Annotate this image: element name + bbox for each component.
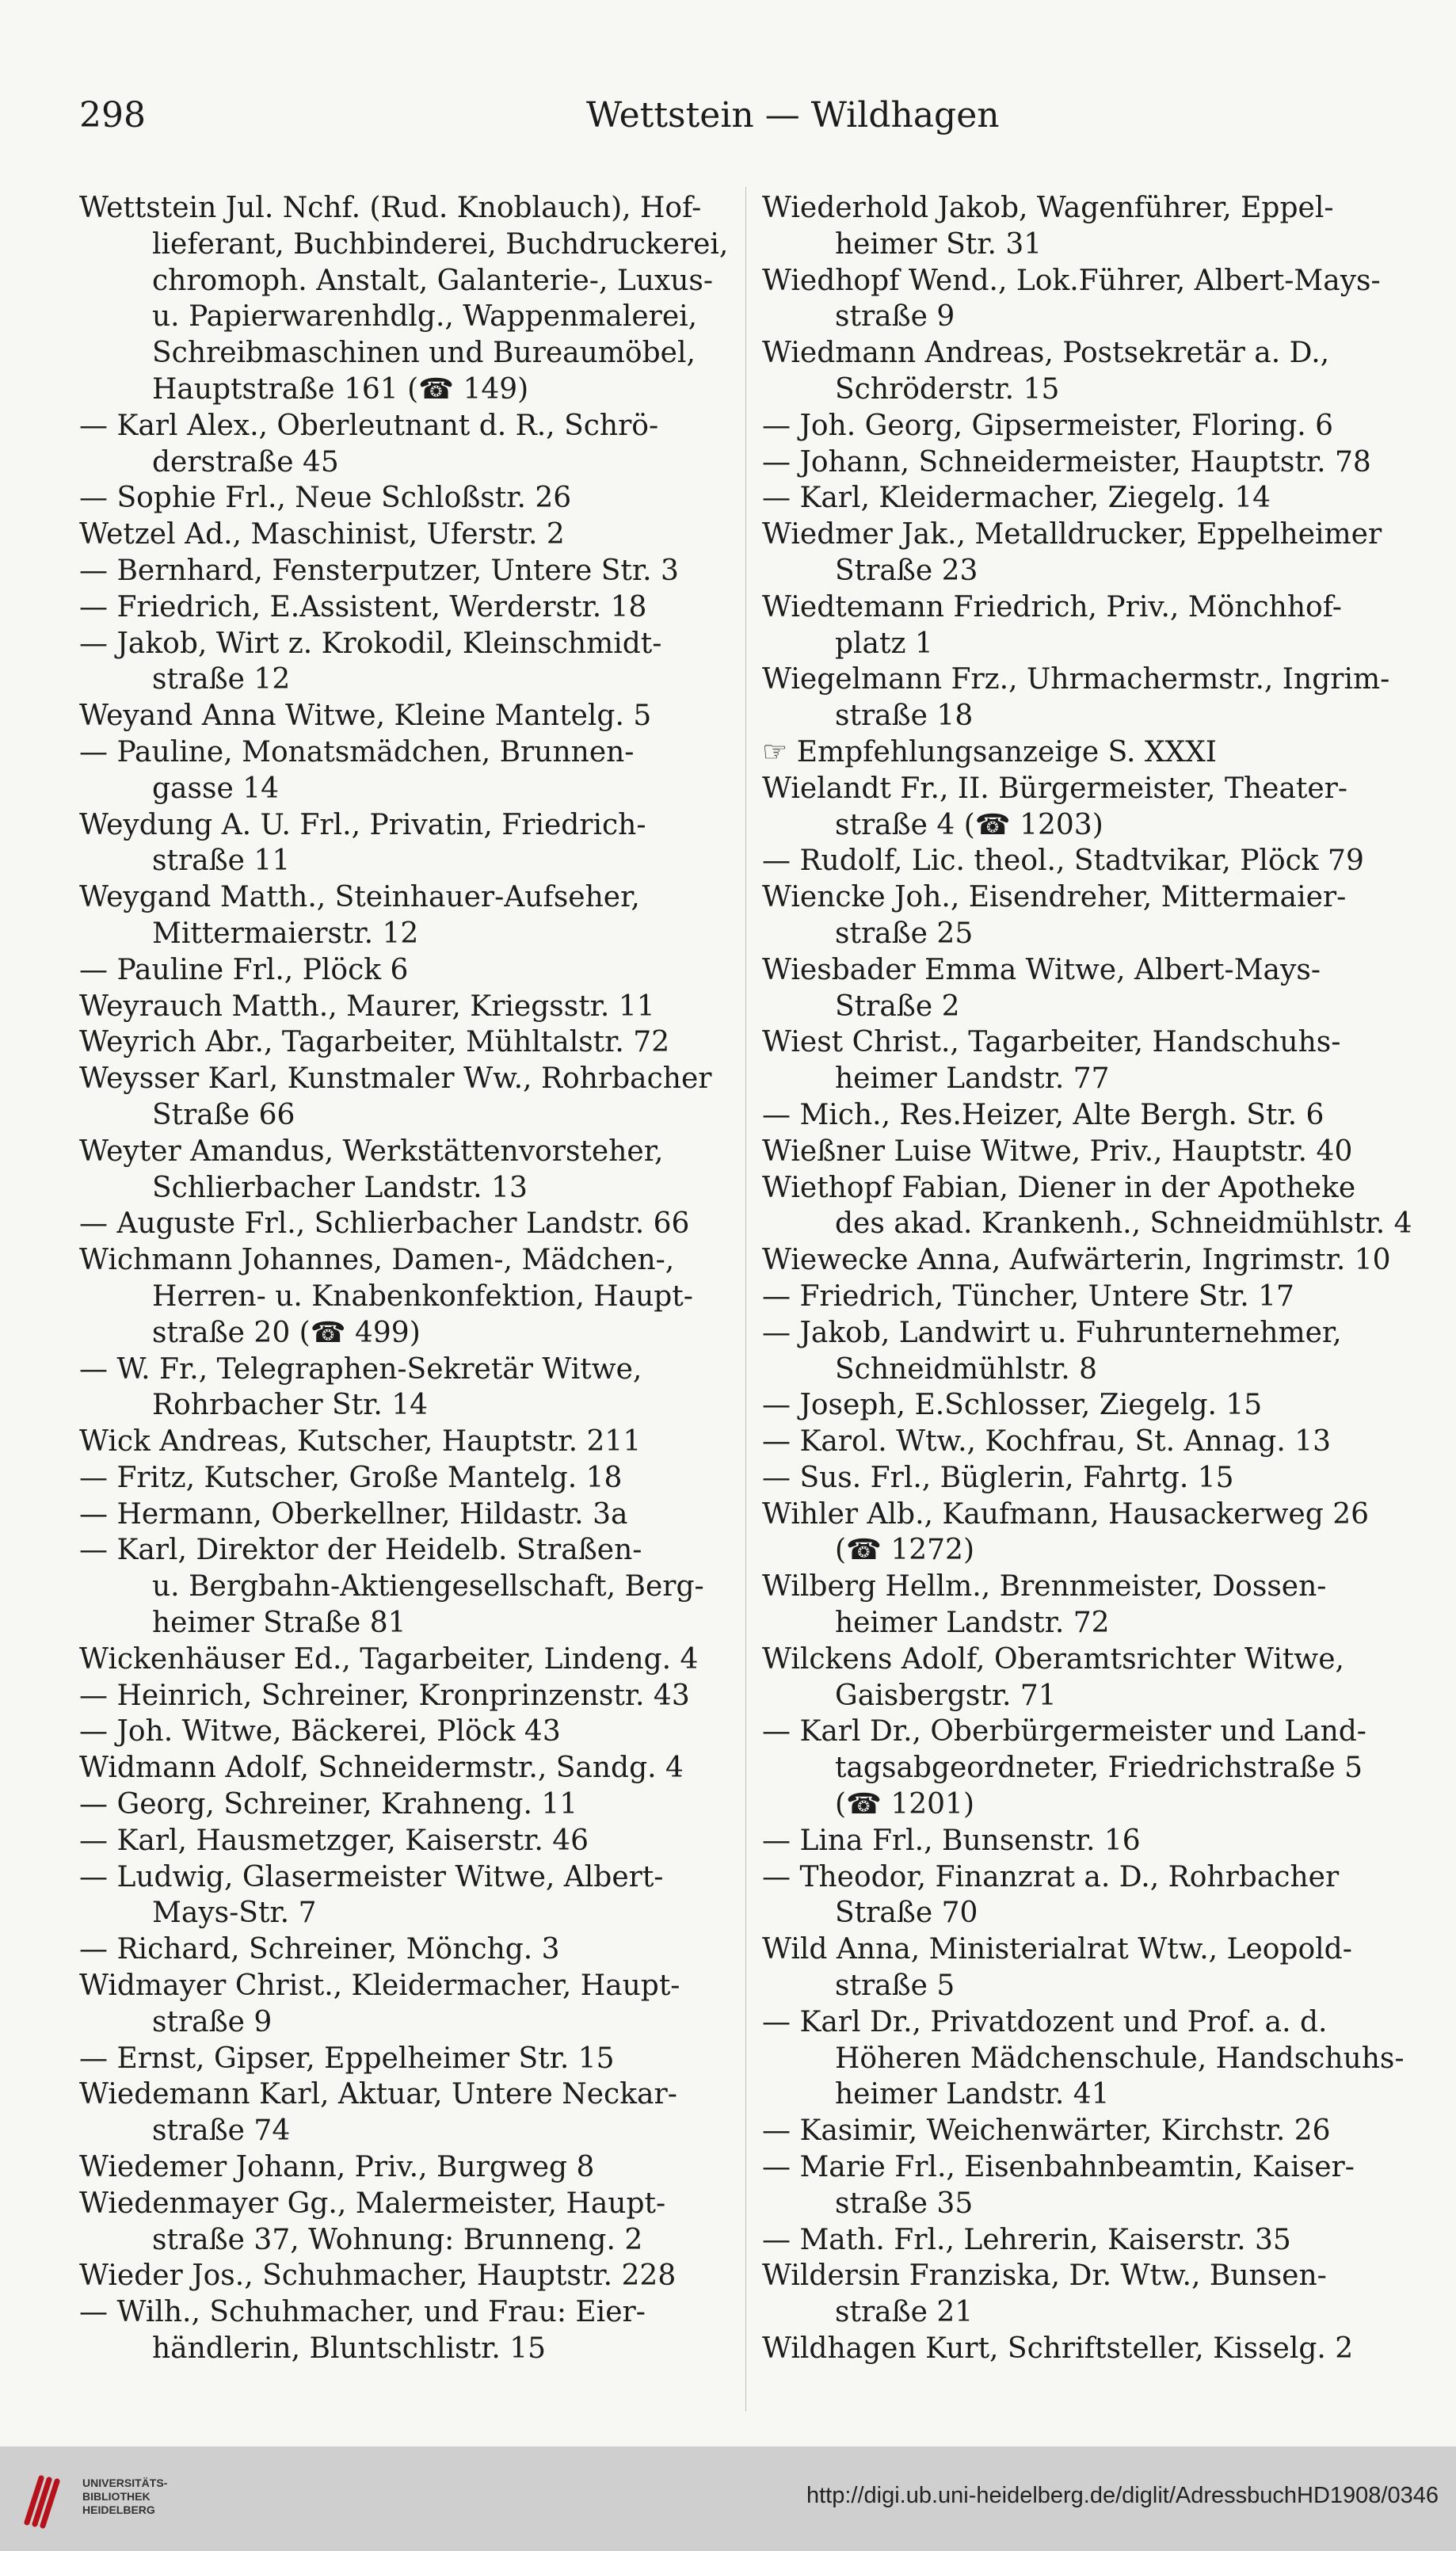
directory-entry [762, 480, 1420, 517]
entry-continuation-line: tagsabgeordneter, Friedrichstraße 5 [835, 1752, 1363, 1785]
directory-entry [79, 1714, 737, 1750]
entry-line: — Ludwig, Glasermeister Witwe, Albert- [79, 1860, 664, 1893]
directory-entry [762, 1170, 1420, 1243]
entry-line: Wiedhopf Wend., Lok.Führer, Albert-Mays- [762, 264, 1381, 297]
library-name [82, 2477, 167, 2517]
directory-entry [762, 335, 1420, 408]
directory-entry [79, 517, 737, 553]
entry-line: Wieder Jos., Schuhmacher, Hauptstr. 228 [79, 2259, 677, 2293]
entry-continuation-line: Höheren Mädchenschule, Handschuhs- [835, 2042, 1405, 2075]
entry-line: Wiedenmayer Gg., Malermeister, Haupt- [79, 2187, 666, 2220]
entry-line: — Wilh., Schuhmacher, und Frau: Eier- [79, 2296, 646, 2329]
directory-column-right [762, 190, 1420, 2367]
entry-line: — Jakob, Wirt z. Krokodil, Kleinschmidt- [79, 627, 662, 660]
entry-continuation-line: Hauptstraße 161 (☎ 149) [152, 372, 529, 406]
library-name-line: BIBLIOTHEK [82, 2490, 151, 2503]
entry-line: Wetzel Ad., Maschinist, Uferstr. 2 [79, 518, 565, 551]
directory-entry [79, 1532, 737, 1641]
entry-line: Wick Andreas, Kutscher, Hauptstr. 211 [79, 1425, 642, 1459]
directory-entry [79, 1352, 737, 1424]
entry-line: Wiest Christ., Tagarbeiter, Handschuhs- [762, 1026, 1341, 1059]
directory-entry [79, 1786, 737, 1823]
entry-line: Widmann Adolf, Schneidermstr., Sandg. 4 [79, 1752, 684, 1785]
directory-entry [762, 1642, 1420, 1714]
entry-line: Wiegelmann Frz., Uhrmachermstr., Ingrim- [762, 663, 1390, 696]
entry-continuation-line: Schröderstr. 15 [835, 372, 1060, 406]
entry-line: Wild Anna, Ministerialrat Wtw., Leopold- [762, 1933, 1352, 1966]
entry-continuation-line: Schreibmaschinen und Bureaumöbel, [152, 337, 696, 370]
directory-entry [79, 807, 737, 880]
entry-line: — Heinrich, Schreiner, Kronprinzenstr. 43 [79, 1679, 690, 1712]
directory-entry [762, 1097, 1420, 1134]
entry-line: Wihler Alb., Kaufmann, Hausackerweg 26 [762, 1497, 1370, 1531]
directory-entry [79, 1134, 737, 1207]
entry-line: — Georg, Schreiner, Krahneng. 11 [79, 1788, 578, 1821]
entry-line: Weyter Amandus, Werkstättenvorsteher, [79, 1134, 664, 1168]
entry-continuation-line: straße 11 [152, 845, 291, 878]
entry-continuation-line: händlerin, Bluntschlistr. 15 [152, 2332, 547, 2366]
directory-entry [79, 1460, 737, 1497]
entry-line: Widmayer Christ., Kleidermacher, Haupt- [79, 1969, 680, 2003]
directory-entry [762, 771, 1420, 844]
entry-line: Weygand Matth., Steinhauer-Aufseher, [79, 881, 640, 914]
entry-line: Wiewecke Anna, Aufwärterin, Ingrimstr. 10 [762, 1244, 1391, 1277]
entry-line: Wießner Luise Witwe, Priv., Hauptstr. 40 [762, 1134, 1353, 1168]
directory-entry [762, 589, 1420, 662]
entry-line: — Fritz, Kutscher, Große Mantelg. 18 [79, 1461, 623, 1494]
directory-entry [79, 1206, 737, 1242]
directory-entry [79, 553, 737, 589]
directory-column-left [79, 190, 737, 2367]
directory-entry [79, 1242, 737, 1351]
directory-entry [79, 1931, 737, 1968]
directory-entry [79, 1642, 737, 1678]
directory-entry [762, 2331, 1420, 2367]
directory-entry [762, 734, 1420, 771]
entry-line: Wiesbader Emma Witwe, Albert-Mays- [762, 953, 1321, 986]
entry-continuation-line: straße 18 [835, 700, 974, 733]
entry-line: Wiedemann Karl, Aktuar, Untere Neckar- [79, 2078, 677, 2111]
entry-line: — Friedrich, E.Assistent, Werderstr. 18 [79, 590, 647, 623]
entry-continuation-line: gasse 14 [152, 772, 280, 805]
entry-line: Wiederhold Jakob, Wagenführer, Eppel- [762, 192, 1334, 224]
directory-entry [79, 1750, 737, 1786]
directory-entry [762, 843, 1420, 879]
directory-entry [79, 190, 737, 408]
entry-line: — Sus. Frl., Büglerin, Fahrtg. 15 [762, 1461, 1234, 1494]
directory-entry [79, 408, 737, 481]
entry-line: — Rudolf, Lic. theol., Stadtvikar, Plöck 79 [762, 845, 1364, 878]
directory-entry [762, 1387, 1420, 1424]
directory-entry [79, 1424, 737, 1460]
entry-continuation-line: u. Bergbahn-Aktiengesellschaft, Berg- [152, 1570, 704, 1603]
entry-continuation-line: Mittermaierstr. 12 [152, 917, 419, 950]
entry-continuation-line: (☎ 1272) [835, 1534, 974, 1567]
entry-continuation-line: Straße 2 [835, 990, 960, 1023]
entry-line: — Jakob, Landwirt u. Fuhrunternehmer, [762, 1316, 1342, 1349]
directory-entry [762, 408, 1420, 444]
entry-line: Weyrich Abr., Tagarbeiter, Mühltalstr. 72 [79, 1026, 670, 1059]
entry-continuation-line: chromoph. Anstalt, Galanterie-, Luxus- [152, 264, 714, 297]
entry-line: — Karl, Kleidermacher, Ziegelg. 14 [762, 482, 1271, 515]
entry-line: — Marie Frl., Eisenbahnbeamtin, Kaiser- [762, 2151, 1355, 2184]
entry-line: — Joh. Witwe, Bäckerei, Plöck 43 [79, 1715, 561, 1748]
entry-line: Wildhagen Kurt, Schriftsteller, Kisselg. 2 [762, 2332, 1354, 2366]
directory-entry [762, 1859, 1420, 1932]
directory-entry [762, 662, 1420, 734]
directory-entry [762, 1315, 1420, 1388]
entry-continuation-line: straße 4 (☎ 1203) [835, 808, 1103, 841]
directory-entry [762, 879, 1420, 952]
directory-entry [79, 1024, 737, 1061]
entry-line: — Friedrich, Tüncher, Untere Str. 17 [762, 1279, 1294, 1313]
entry-line: — Karl, Hausmetzger, Kaiserstr. 46 [79, 1824, 589, 1857]
library-logo-icon [17, 2472, 74, 2530]
entry-continuation-line: heimer Straße 81 [152, 1607, 406, 1640]
directory-entry [79, 1859, 737, 1932]
entry-line: — Karl, Direktor der Heidelb. Straßen- [79, 1534, 642, 1567]
entry-line: Weydung A. U. Frl., Privatin, Friedrich- [79, 808, 646, 841]
entry-continuation-line: u. Papierwarenhdlg., Wappenmalerei, [152, 300, 698, 334]
entry-line: — Karl Alex., Oberleutnant d. R., Schrö- [79, 409, 659, 442]
entry-line: — Richard, Schreiner, Mönchg. 3 [79, 1933, 560, 1966]
directory-entry [762, 952, 1420, 1025]
directory-entry [762, 1823, 1420, 1859]
directory-entry [762, 1134, 1420, 1170]
directory-entry [762, 517, 1420, 589]
entry-continuation-line: straße 9 [152, 2005, 273, 2038]
directory-entry [762, 1460, 1420, 1497]
entry-line: — Sophie Frl., Neue Schloßstr. 26 [79, 482, 572, 515]
entry-continuation-line: straße 74 [152, 2114, 291, 2148]
entry-line: Wichmann Johannes, Damen-, Mädchen-, [79, 1244, 675, 1277]
entry-line: ☞ Empfehlungsanzeige S. XXXI [762, 735, 1217, 768]
entry-continuation-line: heimer Landstr. 72 [835, 1607, 1110, 1640]
directory-entry [79, 2294, 737, 2367]
directory-entry [762, 1242, 1420, 1279]
directory-entry [79, 480, 737, 517]
entry-continuation-line: derstraße 45 [152, 445, 339, 479]
page-title: Wettstein — Wildhagen [586, 95, 1000, 135]
entry-line: — Mich., Res.Heizer, Alte Bergh. Str. 6 [762, 1098, 1325, 1131]
entry-line: — Joseph, E.Schlosser, Ziegelg. 15 [762, 1389, 1263, 1422]
directory-entry [79, 952, 737, 989]
directory-entry [762, 2258, 1420, 2331]
entry-line: — Hermann, Oberkellner, Hildastr. 3a [79, 1497, 628, 1531]
directory-entry [762, 444, 1420, 481]
entry-continuation-line: straße 21 [835, 2296, 974, 2329]
entry-continuation-line: lieferant, Buchbinderei, Buchdruckerei, [152, 227, 729, 261]
entry-line: Weysser Karl, Kunstmaler Ww., Rohrbacher [79, 1062, 712, 1096]
entry-continuation-line: platz 1 [835, 627, 933, 660]
entry-line: Wielandt Fr., II. Bürgermeister, Theater- [762, 772, 1348, 805]
entry-line: — Auguste Frl., Schlierbacher Landstr. 66 [79, 1207, 690, 1241]
directory-entry [79, 1678, 737, 1714]
directory-entry [762, 2222, 1420, 2259]
directory-entry [79, 626, 737, 699]
entry-line: Wettstein Jul. Nchf. (Rud. Knoblauch), Hof- [79, 192, 702, 224]
directory-entry [762, 2113, 1420, 2149]
directory-entry [79, 2076, 737, 2149]
directory-entry [762, 2004, 1420, 2113]
entry-line: Weyrauch Matth., Maurer, Kriegsstr. 11 [79, 990, 655, 1023]
library-name-line: UNIVERSITÄTS- [82, 2477, 168, 2489]
directory-entry [762, 1931, 1420, 2004]
entry-line: Wiedtemann Friedrich, Priv., Mönchhof- [762, 590, 1342, 623]
entry-continuation-line: straße 37, Wohnung: Brunneng. 2 [152, 2223, 643, 2256]
entry-line: — Theodor, Finanzrat a. D., Rohrbacher [762, 1860, 1340, 1893]
entry-line: Weyand Anna Witwe, Kleine Mantelg. 5 [79, 700, 652, 733]
entry-continuation-line: straße 35 [835, 2187, 974, 2220]
page-header [79, 95, 1410, 143]
entry-line: Wilberg Hellm., Brennmeister, Dossen- [762, 1570, 1327, 1603]
entry-line: Wiethopf Fabian, Diener in der Apotheke [762, 1171, 1356, 1204]
entry-continuation-line: Straße 70 [835, 1897, 978, 1930]
entry-continuation-line: heimer Landstr. 77 [835, 1062, 1110, 1096]
entry-line: — Math. Frl., Lehrerin, Kaiserstr. 35 [762, 2223, 1291, 2256]
directory-entry [762, 1714, 1420, 1822]
entry-line: — Karl Dr., Oberbürgermeister und Land- [762, 1715, 1366, 1748]
entry-line: Wiedemer Johann, Priv., Burgweg 8 [79, 2151, 595, 2184]
entry-continuation-line: Straße 66 [152, 1098, 295, 1131]
entry-continuation-line: straße 25 [835, 917, 974, 950]
entry-line: — Lina Frl., Bunsenstr. 16 [762, 1824, 1141, 1857]
directory-entry [762, 190, 1420, 263]
directory-entry [762, 1569, 1420, 1642]
entry-line: — Pauline, Monatsmädchen, Brunnen- [79, 735, 635, 768]
entry-continuation-line: Rohrbacher Str. 14 [152, 1389, 429, 1422]
entry-line: Wiencke Joh., Eisendreher, Mittermaier- [762, 881, 1347, 914]
column-divider [745, 187, 746, 2412]
directory-entry [79, 1061, 737, 1134]
entry-continuation-line: straße 20 (☎ 499) [152, 1316, 421, 1349]
directory-entry [762, 1497, 1420, 1569]
entry-line: — Pauline Frl., Plöck 6 [79, 953, 409, 986]
entry-line: — Johann, Schneidermeister, Hauptstr. 78 [762, 445, 1371, 479]
entry-line: Wildersin Franziska, Dr. Wtw., Bunsen- [762, 2259, 1327, 2293]
entry-continuation-line: des akad. Krankenh., Schneidmühlstr. 4 [835, 1207, 1412, 1241]
directory-entry [762, 1024, 1420, 1097]
directory-entry [762, 1279, 1420, 1315]
directory-entry [79, 589, 737, 626]
entry-continuation-line: (☎ 1201) [835, 1788, 974, 1821]
directory-entry [79, 989, 737, 1025]
source-url[interactable]: http://digi.ub.uni-heidelberg.de/diglit/AdressbuchHD1908/0346 [806, 2483, 1439, 2508]
entry-continuation-line: Mays-Str. 7 [152, 1897, 317, 1930]
entry-line: — Karl Dr., Privatdozent und Prof. a. d. [762, 2005, 1328, 2038]
entry-continuation-line: straße 12 [152, 663, 291, 696]
entry-line: — Bernhard, Fensterputzer, Untere Str. 3 [79, 554, 679, 587]
footer-bar [0, 2446, 1456, 2551]
directory-entry [79, 2149, 737, 2186]
directory-entry [79, 1497, 737, 1533]
page-number: 298 [79, 95, 146, 135]
entry-line: Wiedmer Jak., Metalldrucker, Eppelheimer [762, 518, 1382, 551]
directory-entry [79, 698, 737, 734]
entry-line: — Ernst, Gipser, Eppelheimer Str. 15 [79, 2042, 615, 2075]
directory-entry [762, 2149, 1420, 2222]
directory-entry [79, 734, 737, 807]
entry-line: — Kasimir, Weichenwärter, Kirchstr. 26 [762, 2114, 1331, 2148]
entry-continuation-line: Gaisbergstr. 71 [835, 1679, 1057, 1712]
directory-entry [79, 2186, 737, 2259]
entry-line: — Karol. Wtw., Kochfrau, St. Annag. 13 [762, 1425, 1332, 1459]
entry-line: Wiedmann Andreas, Postsekretär a. D., [762, 337, 1330, 370]
entry-line: — Joh. Georg, Gipsermeister, Floring. 6 [762, 409, 1334, 442]
entry-continuation-line: straße 5 [835, 1969, 955, 2003]
entry-continuation-line: heimer Str. 31 [835, 227, 1042, 261]
entry-continuation-line: straße 9 [835, 300, 955, 334]
entry-line: Wickenhäuser Ed., Tagarbeiter, Lindeng. 4 [79, 1642, 699, 1676]
directory-entry [79, 2041, 737, 2077]
directory-entry [79, 1823, 737, 1859]
directory-entry [79, 879, 737, 952]
entry-continuation-line: Straße 23 [835, 554, 978, 587]
entry-line: Wilckens Adolf, Oberamtsrichter Witwe, [762, 1642, 1344, 1676]
entry-line: — W. Fr., Telegraphen-Sekretär Witwe, [79, 1352, 642, 1386]
directory-entry [79, 1968, 737, 2041]
directory-entry [762, 1424, 1420, 1460]
entry-continuation-line: heimer Landstr. 41 [835, 2078, 1110, 2111]
entry-continuation-line: Schlierbacher Landstr. 13 [152, 1171, 528, 1204]
library-name-line: HEIDELBERG [82, 2503, 155, 2516]
directory-entry [762, 263, 1420, 336]
entry-continuation-line: Schneidmühlstr. 8 [835, 1352, 1098, 1386]
entry-continuation-line: Herren- u. Knabenkonfektion, Haupt- [152, 1279, 693, 1313]
directory-entry [79, 2258, 737, 2294]
